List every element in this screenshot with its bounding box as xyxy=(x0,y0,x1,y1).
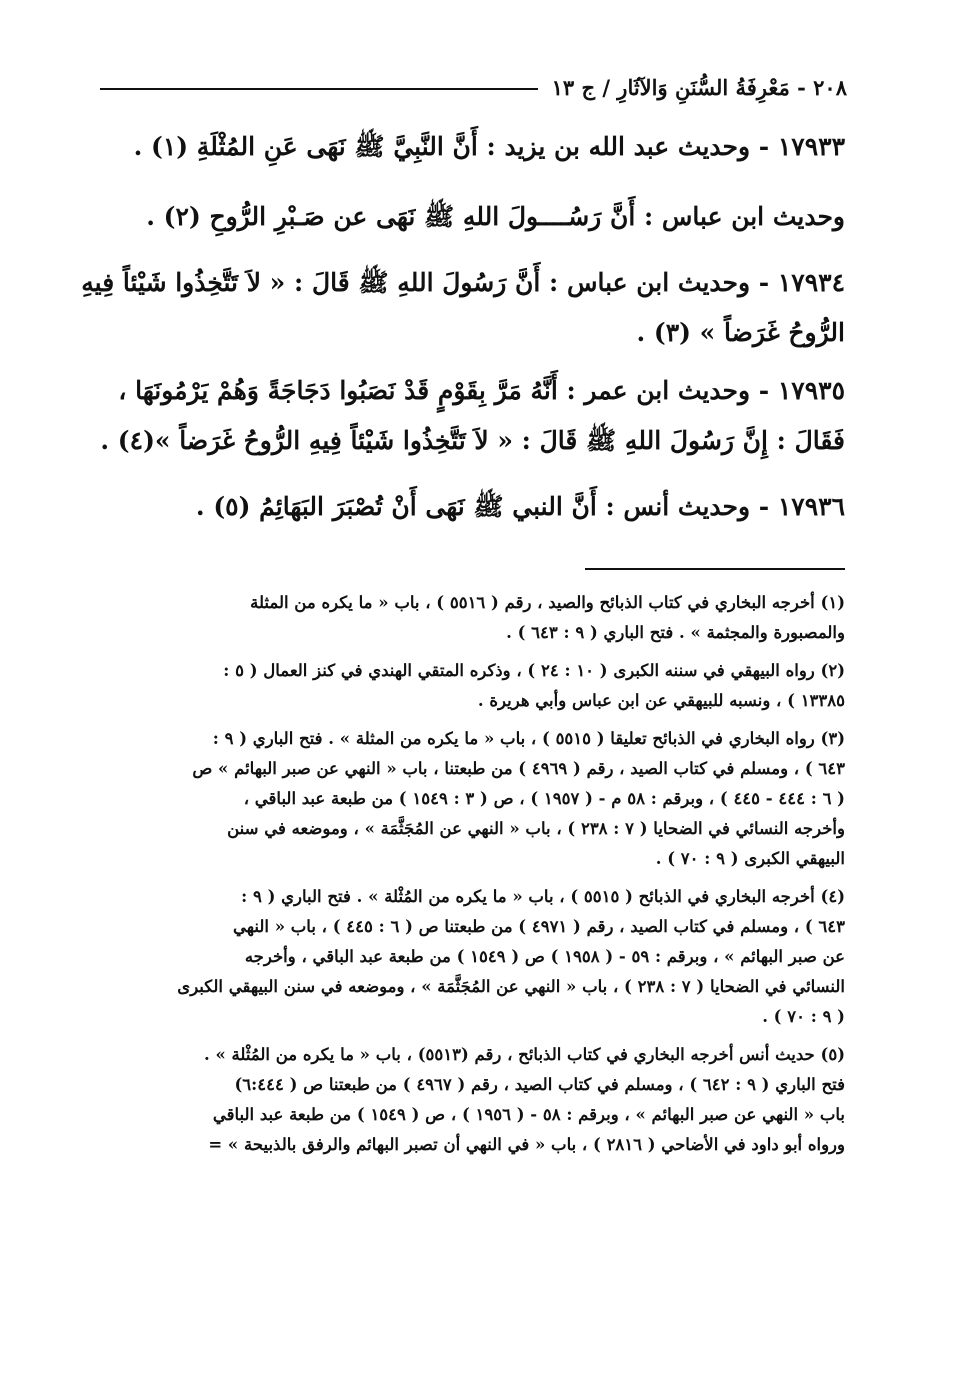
footnotes xyxy=(100,588,845,1168)
footnote-line: ١٣٣٨٥ ) ، ونسبه للبيهقي عن ابن عباس وأبي هريرة . xyxy=(477,691,845,710)
footnote-line: (٥) حديث أنس أخرجه البخاري في كتاب الذبائح ، رقم (٥٥١٣) ، باب « ما يكره من المُثْلة » . xyxy=(204,1045,845,1064)
hadith-line: ١٧٩٣٤ - وحديث ابن عباس : أَنَّ رَسُولَ اللهِ ﷺ قَالَ : « لاَ تَتَّخِذُوا شَيْئاً فِيهِ xyxy=(81,268,845,297)
footnote-line: ورواه أبو داود في الأضاحي ( ٢٨١٦ ) ، باب « في النهي أن تصبر البهائم والرفق بالذبيحة » = xyxy=(208,1135,845,1154)
footnote-line: (١) أخرجه البخاري في كتاب الذبائح والصيد ، رقم ( ٥٥١٦ ) ، باب « ما يكره من المثلة xyxy=(250,593,845,612)
footnote-line: النسائي في الضحايا ( ٧ : ٢٣٨ ) ، باب « النهي عن المُجَثَّمَة » ، وموضعه في سنن البيهقي الكبرى xyxy=(177,977,845,996)
footnote-1 xyxy=(100,588,845,648)
footnote-line: ٦٤٣ ) ، ومسلم في كتاب الصيد ، رقم ( ٤٩٦٩ ) من طبعتنا ، باب « النهي عن صبر البهائم » ص xyxy=(192,759,845,778)
footnote-line: باب « النهي عن صبر البهائم » ، وبرقم : ٥٨ - ( ١٩٥٦ ) ، ص ( ١٥٤٩ ) من طبعة عبد الباقي xyxy=(212,1105,845,1124)
footnote-line: ( ٩ : ٧٠ ) . xyxy=(762,1007,845,1026)
header-title: ٢٠٨ - مَعْرِفَةُ السُّنَنِ وَالآثَارِ / ج ١٣ xyxy=(551,74,847,100)
footnote-3 xyxy=(100,724,845,874)
hadith-line: وحديث ابن عباس : أَنَّ رَسُــــولَ اللهِ ﷺ نَهَى عن صَـبْرِ الرُّوحِ (٢) . xyxy=(146,202,845,231)
hadith-17935 xyxy=(100,366,845,466)
footnote-line: والمصبورة والمجثمة » . فتح الباري ( ٩ : ٦٤٣ ) . xyxy=(506,623,845,642)
footnote-line: ٦٤٣ ) ، ومسلم في كتاب الصيد ، رقم ( ٤٩٧١ ) من طبعتنا ص ( ٦ : ٤٤٥ ) ، باب « النهي xyxy=(233,917,845,936)
footnote-line: (٤) أخرجه البخاري في الذبائح ( ٥٥١٥ ) ، باب « ما يكره من المُثْلة » . فتح الباري ( ٩ : xyxy=(241,887,845,906)
footnote-line: عن صبر البهائم » ، وبرقم : ٥٩ - ( ١٩٥٨ ) ص ( ١٥٤٩ ) من طبعة عبد الباقي ، وأخرجه xyxy=(244,947,845,966)
footnote-line: (٢) رواه البيهقي في سننه الكبرى ( ١٠ : ٢٤ ) ، وذكره المتقي الهندي في كنز العمال ( ٥ : xyxy=(223,661,845,680)
hadith-line: ١٧٩٣٥ - وحديث ابن عمر : أَنَّهُ مَرَّ بِقَوْمٍ قَدْ نَصَبُوا دَجَاجَةً وَهُمْ يَرْمُونَهَا ، xyxy=(118,376,845,405)
footnote-5 xyxy=(100,1040,845,1160)
hadith-17933 xyxy=(100,122,845,172)
footnote-2 xyxy=(100,656,845,716)
hadith-17936 xyxy=(100,482,845,532)
header-rule xyxy=(100,88,538,90)
footnote-line: البيهقي الكبرى ( ٩ : ٧٠ ) . xyxy=(655,849,845,868)
hadith-17934 xyxy=(81,258,845,358)
running-header xyxy=(100,70,847,104)
hadith-ibn-abbas xyxy=(100,192,845,242)
footnote-separator xyxy=(585,568,845,570)
hadith-line: ١٧٩٣٣ - وحديث عبد الله بن يزيد : أَنَّ النَّبِيَّ ﷺ نَهَى عَنِ المُثْلَةِ (١) . xyxy=(133,132,845,161)
footnote-line: وأخرجه النسائي في الضحايا ( ٧ : ٢٣٨ ) ، باب « النهي عن المُجَثَّمَة » ، وموضعه في سنن xyxy=(227,819,845,838)
footnote-line: ( ٦ : ٤٤٤ - ٤٤٥ ) ، وبرقم : ٥٨ م - ( ١٩٥٧ ) ، ص ( ٣ : ١٥٤٩ ) من طبعة عبد الباقي ، xyxy=(243,789,845,808)
footnote-line: (٣) رواه البخاري في الذبائح تعليقا ( ٥٥١٥ ) ، باب « ما يكره من المثلة » . فتح الباري ( ٩ : xyxy=(212,729,845,748)
footnote-4 xyxy=(100,882,845,1032)
hadith-line: الرُّوحُ غَرَضاً » (٣) . xyxy=(636,318,845,347)
hadith-line: فَقَالَ : إِنَّ رَسُولَ اللهِ ﷺ قَالَ : « لاَ تَتَّخِذُوا شَيْئاً فِيهِ الرُّوحُ غَرَضاً »(٤) . xyxy=(100,426,845,455)
footnote-line: فتح الباري ( ٩ : ٦٤٢ ) ، ومسلم في كتاب الصيد ، رقم ( ٤٩٦٧ ) من طبعتنا ص ( ٦:٤٤٤) xyxy=(234,1075,845,1094)
hadith-line: ١٧٩٣٦ - وحديث أنس : أَنَّ النبي ﷺ نَهَى أَنْ تُصْبَرَ البَهَائِمُ (٥) . xyxy=(195,492,845,521)
